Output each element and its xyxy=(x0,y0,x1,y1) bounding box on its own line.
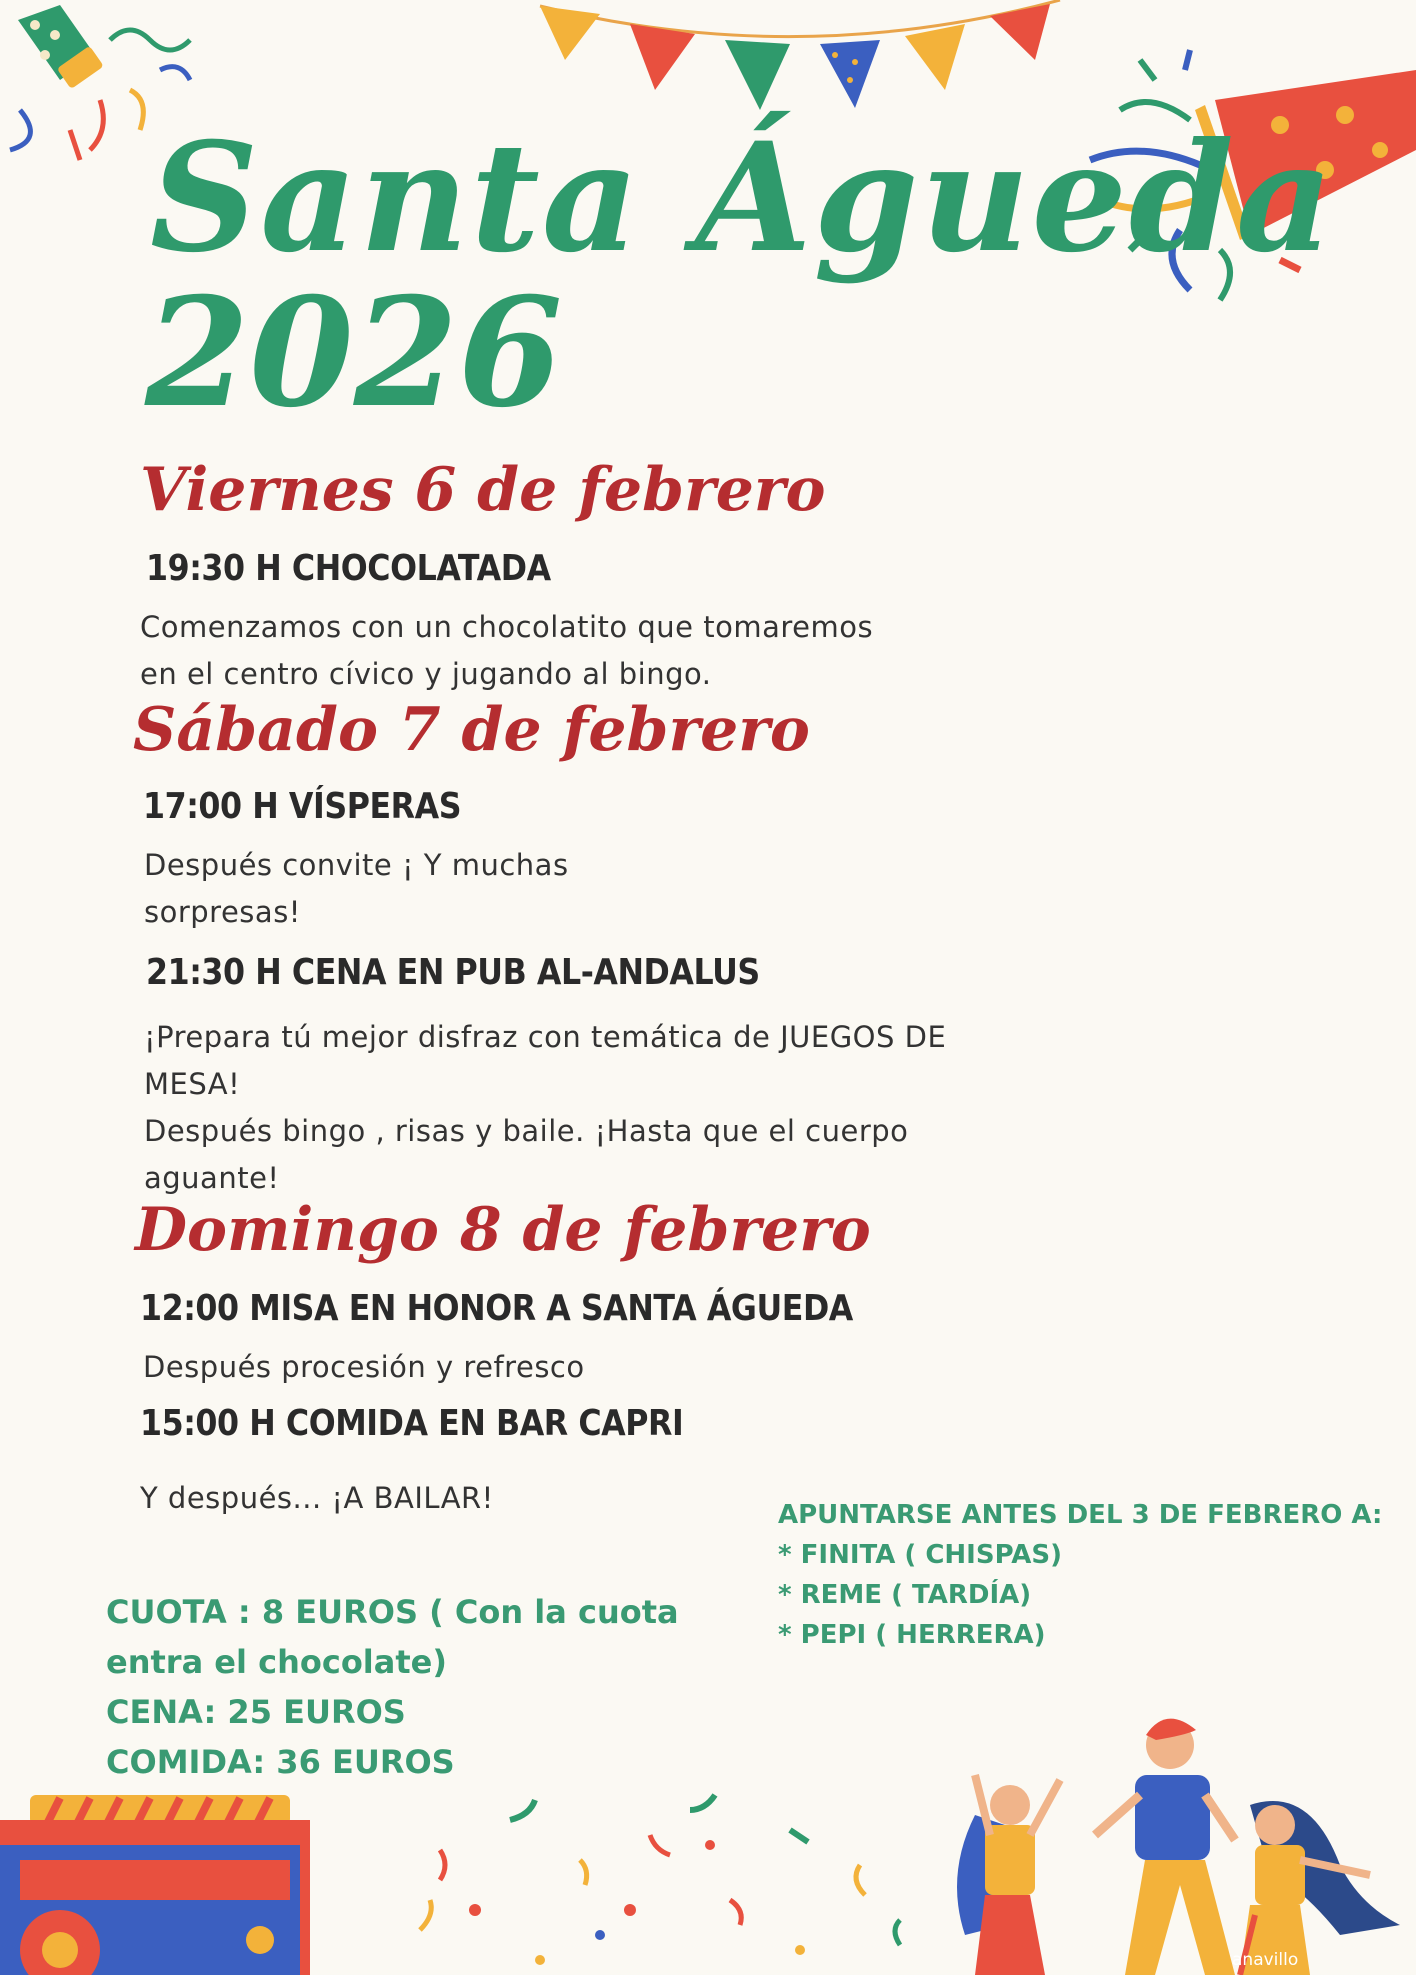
event-visperas: 17:00 H VÍSPERAS xyxy=(143,786,462,827)
event-misa: 12:00 MISA EN HONOR A SANTA ÁGUEDA xyxy=(140,1288,853,1329)
event-description: Después convite ¡ Y muchas sorpresas! xyxy=(144,848,569,929)
dancing-people xyxy=(950,1715,1416,1975)
bunting-flags xyxy=(520,0,1080,120)
page-year: 2026 xyxy=(145,265,563,441)
event-chocolatada: 19:30 H CHOCOLATADA xyxy=(146,548,551,589)
event-description: Y después... ¡A BAILAR! xyxy=(140,1481,494,1515)
fees-block: CUOTA : 8 EUROS ( Con la cuota entra el chocolate) CENA: 25 EUROS COMIDA: 36 EUROS xyxy=(106,1593,679,1781)
day-heading-viernes: Viernes 6 de febrero xyxy=(140,455,826,525)
event-description: ¡Prepara tú mejor disfraz con temática de JUEGOS DE MESA! Después bingo , risas y baile. ¡Hasta que el cuerpo aguante! xyxy=(144,1020,947,1195)
day-heading-domingo: Domingo 8 de febrero xyxy=(135,1195,871,1265)
event-cena: 21:30 H CENA EN PUB AL-ANDALUS xyxy=(146,952,760,993)
signup-block: APUNTARSE ANTES DEL 3 DE FEBRERO A: * FINITA ( CHISPAS) * REME ( TARDÍA) * PEPI ( HERRERA) xyxy=(778,1500,1383,1650)
watermark: anavillo xyxy=(1232,1950,1299,1970)
boombox xyxy=(0,1790,320,1975)
confetti xyxy=(380,1790,940,1975)
event-description: Comenzamos con un chocolatito que tomaremos en el centro cívico y jugando al bingo. xyxy=(140,610,874,691)
event-description: Después procesión y refresco xyxy=(143,1350,585,1384)
day-heading-sabado: Sábado 7 de febrero xyxy=(133,695,810,765)
event-comida: 15:00 H COMIDA EN BAR CAPRI xyxy=(140,1403,684,1444)
page-title: Santa Águeda xyxy=(150,110,1336,286)
